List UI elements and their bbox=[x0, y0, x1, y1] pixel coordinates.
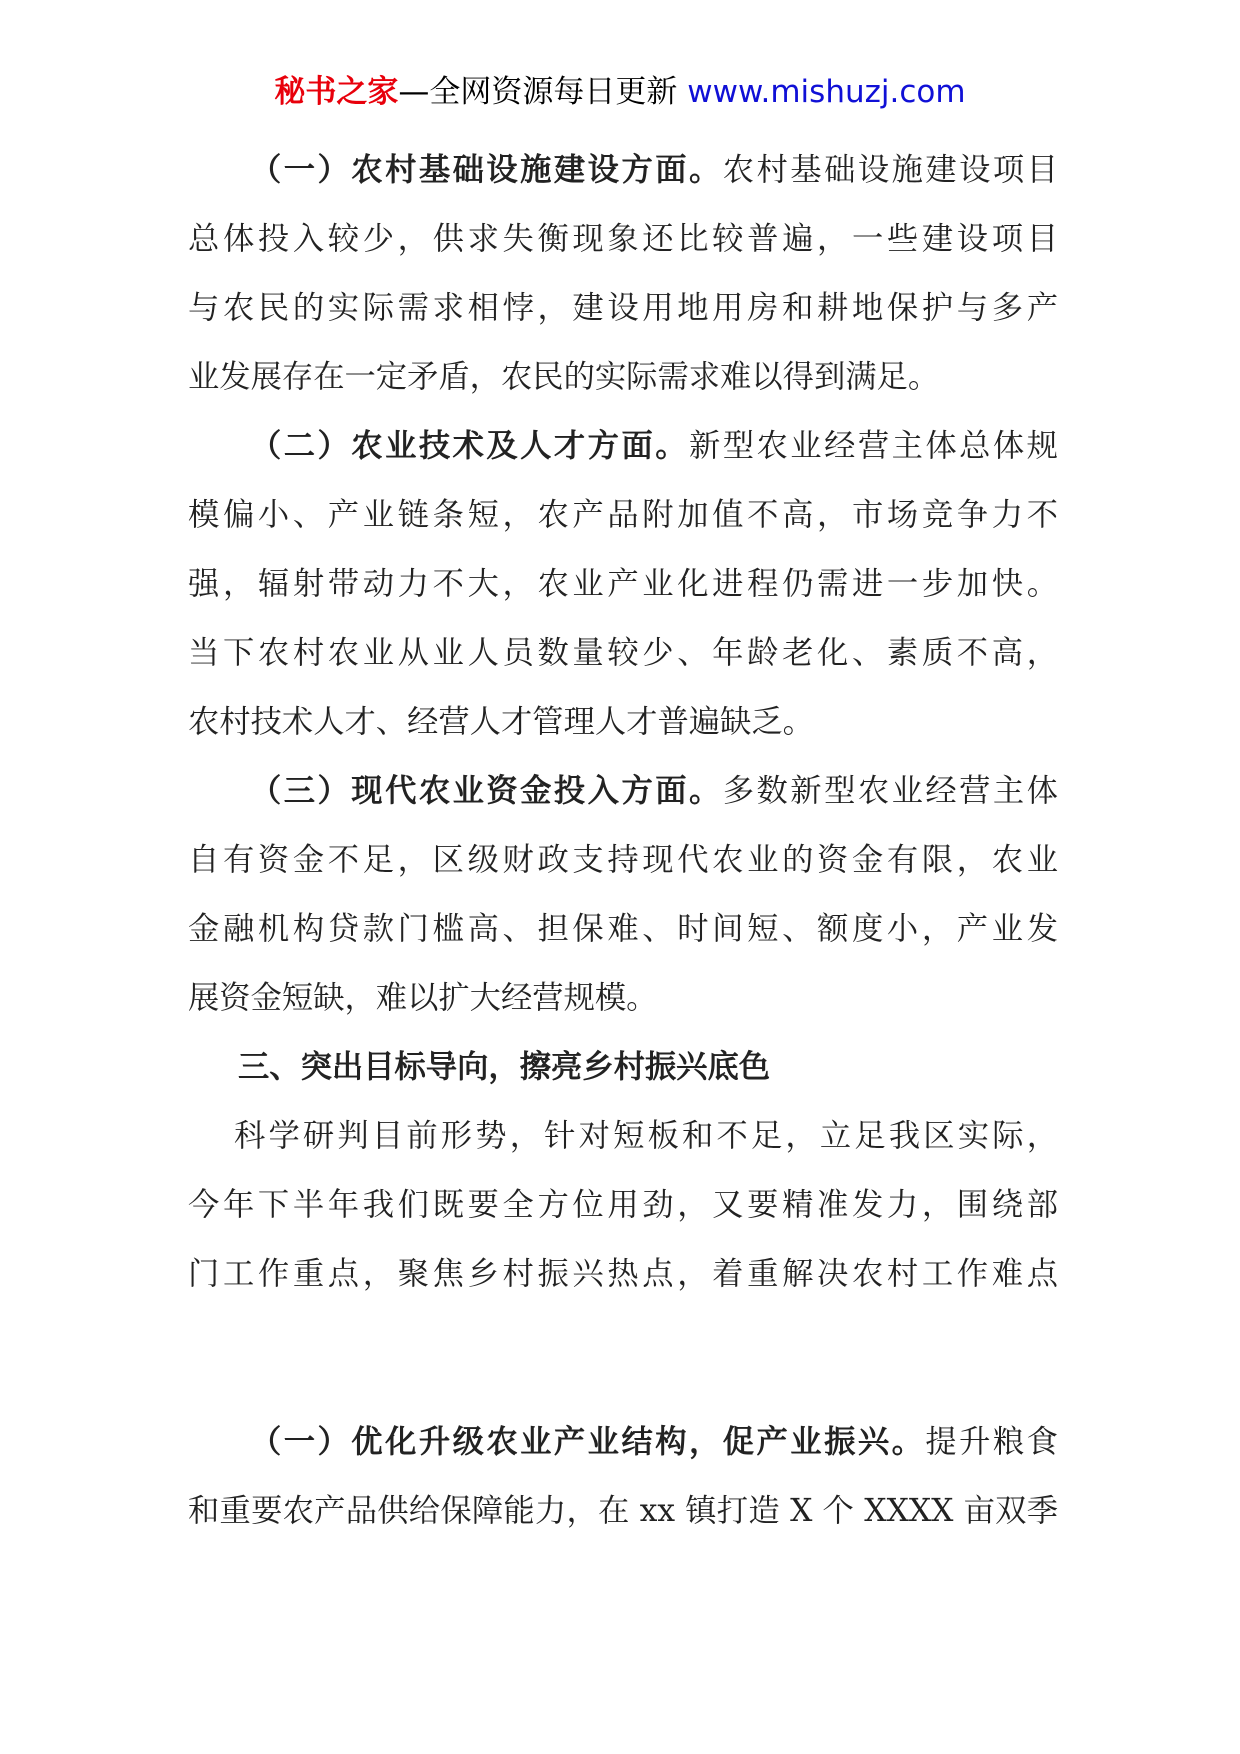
paragraph-text: 提升粮食 bbox=[925, 1424, 1058, 1460]
paragraph-line: 模偏小、产业链条短，农产品附加值不高，市场竞争力不 bbox=[188, 497, 1058, 533]
paragraph-lead-heading: （二）农业技术及人才方面。 bbox=[250, 428, 689, 464]
paragraph-text: 农村基础设施建设项目 bbox=[722, 152, 1058, 188]
paragraph-line bbox=[188, 1408, 1058, 1477]
paragraph-lead-heading: （一）优化升级农业产业结构，促产业振兴。 bbox=[250, 1424, 926, 1460]
paragraph-lead-heading: （一）农村基础设施建设方面。 bbox=[250, 152, 723, 188]
paragraph-line: 门工作重点，聚焦乡村振兴热点，着重解决农村工作难点 bbox=[188, 1256, 1058, 1292]
paragraph-lead-heading: （三）现代农业资金投入方面。 bbox=[250, 773, 723, 809]
paragraph-line: 与农民的实际需求相悖，建设用地用房和耕地保护与多产 bbox=[188, 290, 1058, 326]
paragraph-line: 今年下半年我们既要全方位用劲，又要精准发力，围绕部 bbox=[188, 1187, 1058, 1223]
paragraph-line: 自有资金不足，区级财政支持现代农业的资金有限，农业 bbox=[188, 842, 1058, 878]
site-brand: 秘书之家 bbox=[274, 74, 399, 110]
site-url-link[interactable]: www.mishuzj.com bbox=[687, 74, 966, 110]
paragraph-line bbox=[188, 136, 1058, 205]
paragraph-line: 和重要农产品供给保障能力，在 xx 镇打造 X 个 XXXX 亩双季 bbox=[188, 1493, 1058, 1529]
paragraph-line: 金融机构贷款门槛高、担保难、时间短、额度小，产业发 bbox=[188, 911, 1058, 947]
paragraph-line: 科学研判目前形势，针对短板和不足，立足我区实际， bbox=[234, 1118, 1058, 1154]
document-body bbox=[188, 136, 1058, 1546]
paragraph-funding bbox=[188, 757, 1058, 1033]
paragraph-line: 强，辐射带动力不大，农业产业化进程仍需进一步加快。 bbox=[188, 566, 1058, 602]
paragraph-technology-talent bbox=[188, 412, 1058, 757]
paragraph-industry-structure bbox=[188, 1408, 1058, 1546]
paragraph-line: 展资金短缺，难以扩大经营规模。 bbox=[188, 980, 658, 1016]
paragraph-text: 多数新型农业经营主体 bbox=[722, 773, 1058, 809]
site-slogan: —全网资源每日更新 bbox=[398, 74, 688, 110]
paragraph-line bbox=[188, 412, 1058, 481]
section-heading: 三、突出目标导向，擦亮乡村振兴底色 bbox=[238, 1049, 771, 1085]
paragraph-line: 业发展存在一定矛盾，农民的实际需求难以得到满足。 bbox=[188, 359, 940, 395]
site-header bbox=[0, 68, 1240, 116]
paragraph-infrastructure bbox=[188, 136, 1058, 412]
paragraph-text: 新型农业经营主体总体规 bbox=[689, 428, 1058, 464]
paragraph-line: 总体投入较少，供求失衡现象还比较普遍，一些建设项目 bbox=[188, 221, 1058, 257]
paragraph-goal-intro bbox=[188, 1102, 1058, 1309]
paragraph-line: 当下农村农业从业人员数量较少、年龄老化、素质不高， bbox=[188, 635, 1058, 671]
page-gap bbox=[188, 1309, 1058, 1408]
paragraph-line: 农村技术人才、经营人才管理人才普遍缺乏。 bbox=[188, 704, 814, 740]
paragraph-line bbox=[188, 757, 1058, 826]
